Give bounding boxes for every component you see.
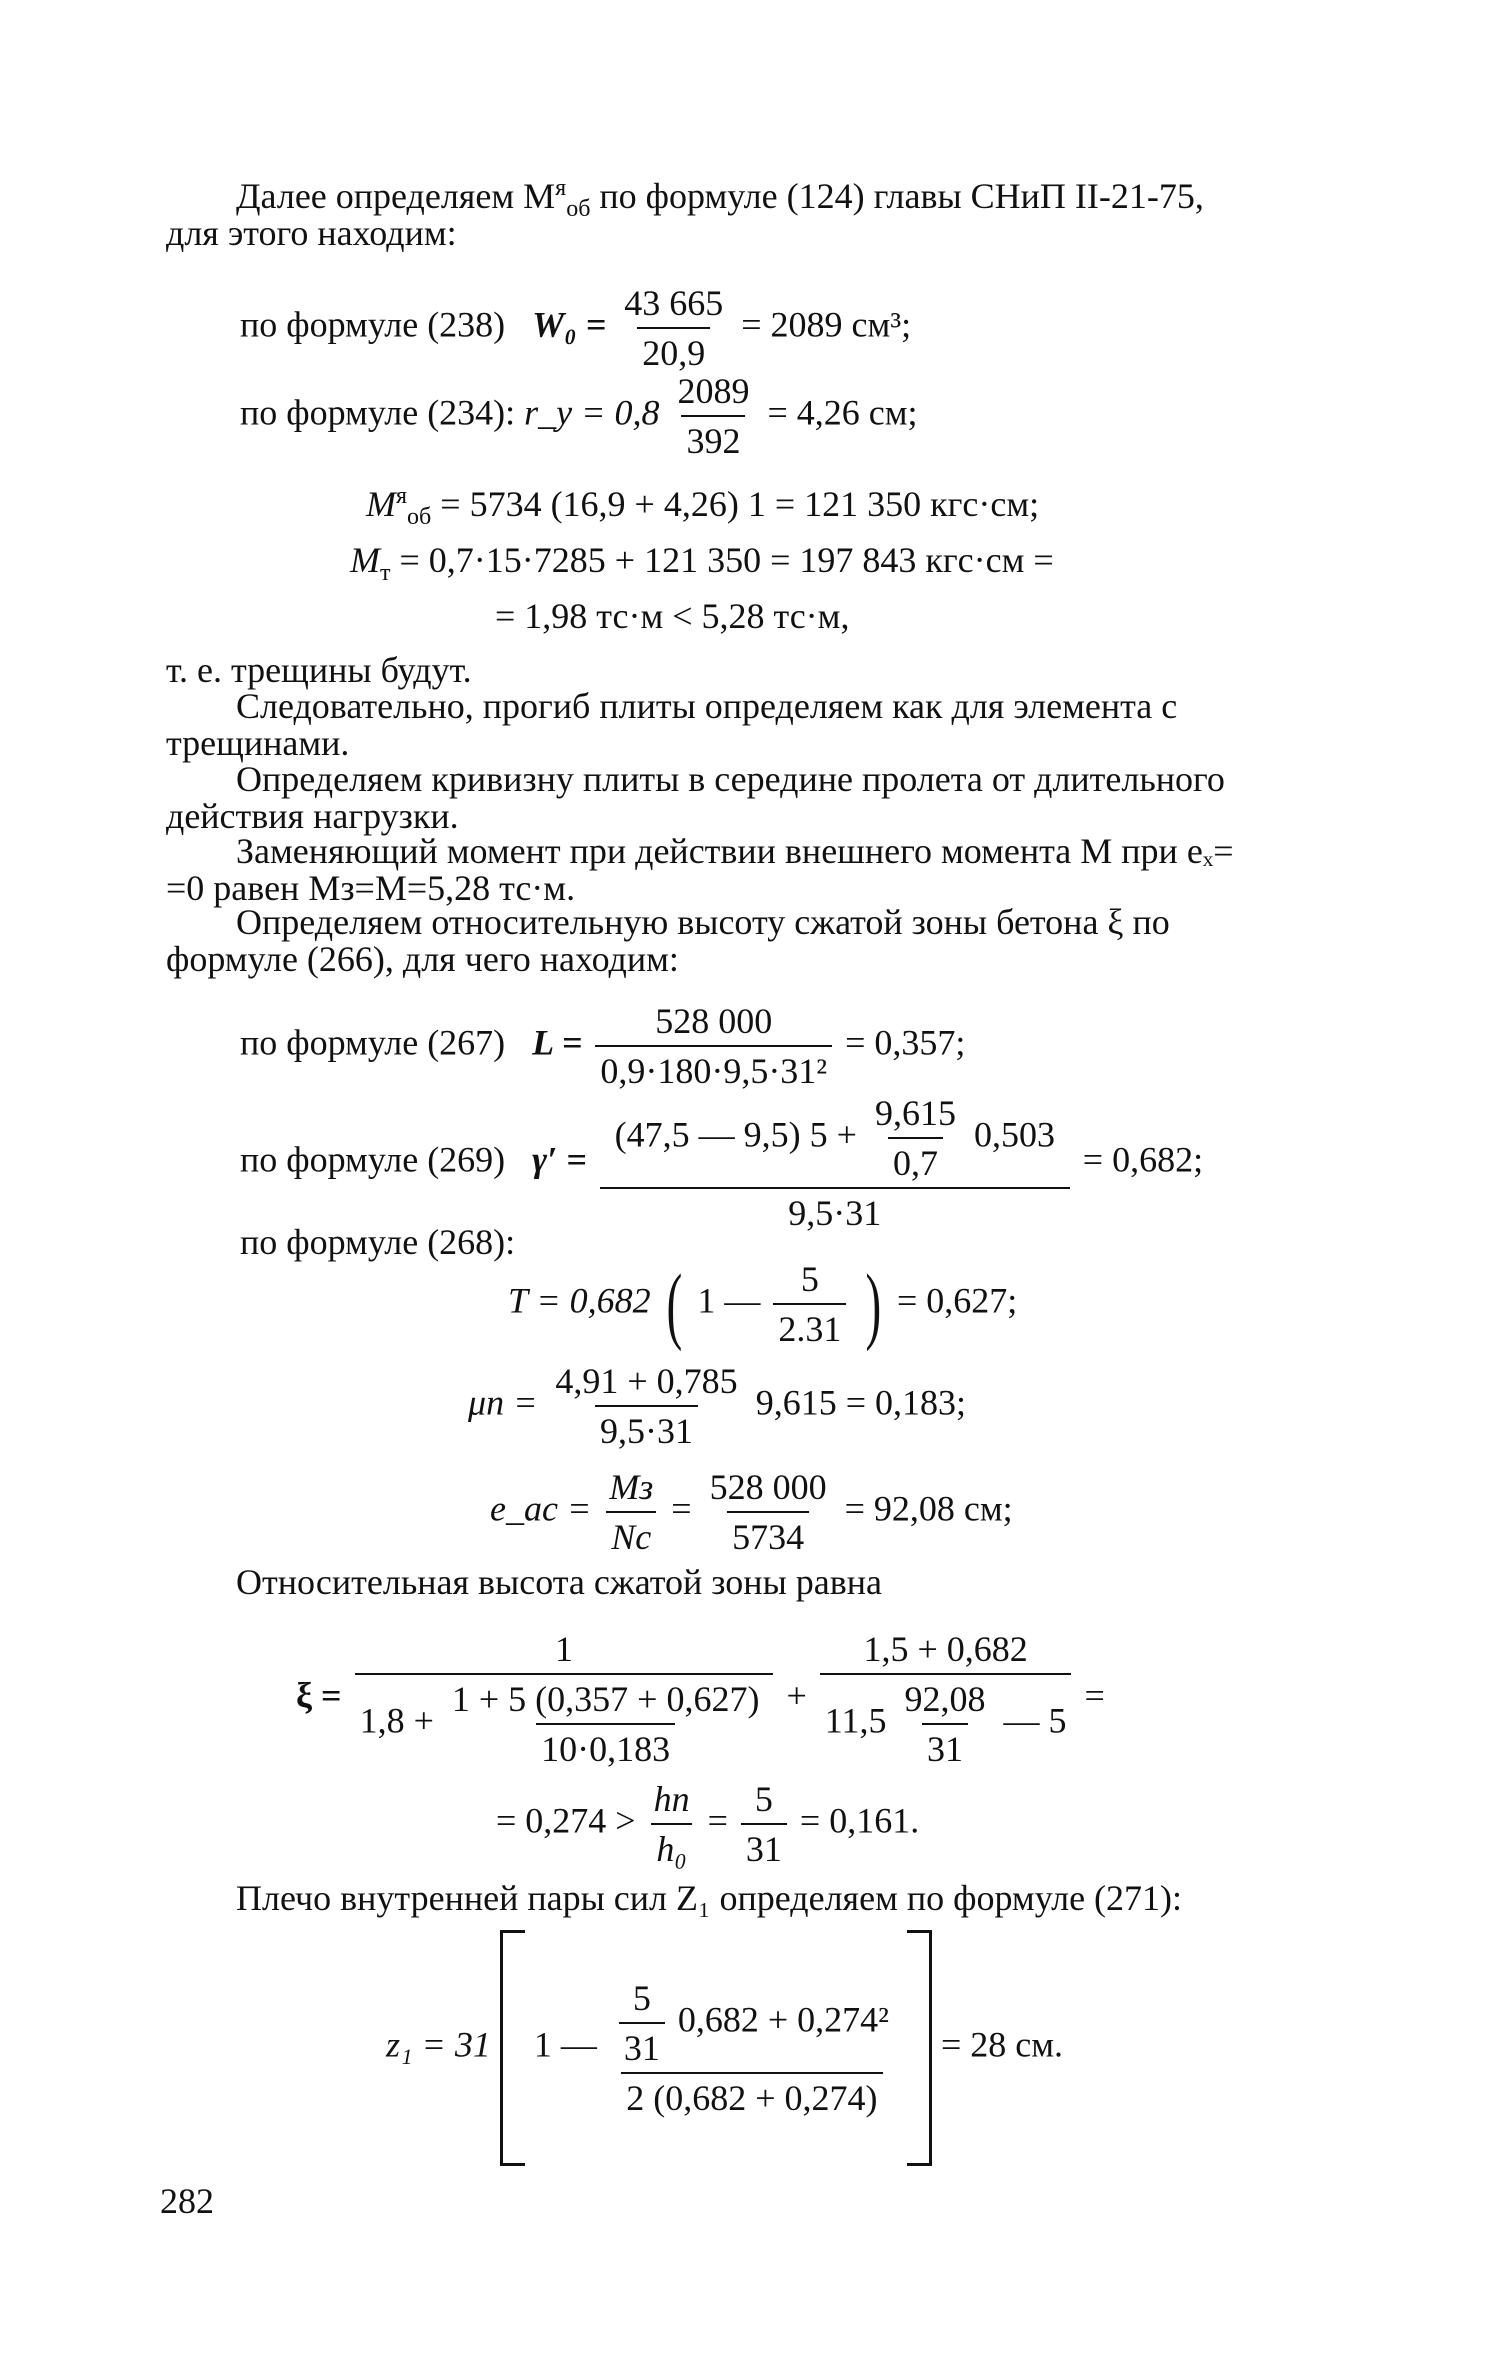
formula-268 xyxy=(508,1258,1017,1350)
eac-equals: = xyxy=(671,1488,692,1529)
z1-lhs: z₁ = 31 xyxy=(386,2024,491,2065)
p6-text: Относительная высота сжатой зоны равна xyxy=(236,1562,882,1602)
xi-f1-den-a: 1,8 + xyxy=(359,1700,434,1741)
f269-rhs: = 0,682; xyxy=(1082,1139,1204,1180)
mob-sup: я xyxy=(396,483,408,509)
mun-rhs: 9,615 = 0,183; xyxy=(755,1382,966,1423)
z1-inner-denominator: 31 xyxy=(619,2022,665,2069)
f269-lhs: γ′ = xyxy=(532,1139,587,1180)
p7-text: Плечо внутренней пары сил Z₁ определяем по формуле (271): xyxy=(236,1878,1183,1918)
mt-lhs: M xyxy=(350,540,380,580)
f269-numerator xyxy=(610,1092,1060,1187)
paragraph-relative-zone xyxy=(166,1564,1332,1601)
f267-rhs: = 0,357; xyxy=(845,1022,966,1063)
formula-m-t-cont: = 1,98 тс·м < 5,28 тс·м, xyxy=(495,596,850,636)
p3-line2: действия нагрузки. xyxy=(166,796,459,836)
z1-close-bracket xyxy=(907,1930,932,2166)
intro-paragraph xyxy=(166,175,1332,253)
z1-rhs: = 28 см. xyxy=(940,2024,1063,2065)
paragraph-deflection xyxy=(166,688,1332,762)
f238-rhs: = 2089 см³; xyxy=(741,304,912,345)
f234-lhs: r_y = 0,8 xyxy=(524,392,660,433)
xi-f1-den-numerator: 1 + 5 (0,357 + 0,627) xyxy=(451,1679,760,1719)
p4-line2: =0 равен Mз=M=5,28 тс·м. xyxy=(166,868,576,908)
xi-f1-denominator xyxy=(355,1673,774,1770)
intro-m-sup: я xyxy=(555,175,567,201)
intro-m-sub: об xyxy=(566,196,591,223)
f269-denominator: 9,5·31 xyxy=(600,1187,1070,1234)
f268-lhs: T = 0,682 xyxy=(508,1280,651,1321)
paragraph-relative-height xyxy=(166,904,1332,978)
formula-z1 xyxy=(386,1930,1063,2166)
xi-h-numerator: hп xyxy=(653,1779,690,1819)
xi-f1-den-denominator: 10·0,183 xyxy=(536,1723,675,1770)
f267-lhs: L = xyxy=(532,1022,583,1063)
p5-line2: формуле (266), для чего находим: xyxy=(166,939,679,979)
intro-text-b: по формуле (124) главы СНиП II-21-75, xyxy=(599,176,1204,216)
f268-numerator: 5 xyxy=(800,1259,819,1299)
intro-line2: для этого находим: xyxy=(166,213,457,253)
mob-rhs: = 5734 (16,9 + 4,26) 1 = 121 350 кгс·см; xyxy=(440,484,1040,524)
f268-close-paren: ) xyxy=(865,1256,882,1352)
xi-f2-numerator: 1,5 + 0,682 xyxy=(863,1629,1028,1669)
z1-open-bracket xyxy=(500,1930,525,2166)
f269-label: по формуле (269) xyxy=(240,1139,506,1180)
f268-denominator: 2.31 xyxy=(773,1303,846,1350)
f234-label: по формуле (234): xyxy=(240,392,516,433)
f268-rhs: = 0,627; xyxy=(896,1280,1018,1321)
f267-denominator: 0,9·180·9,5·31² xyxy=(595,1045,832,1092)
paragraph-lever-arm xyxy=(166,1880,1332,1917)
mob-sub: об xyxy=(407,504,432,531)
mun-lhs: μn = xyxy=(468,1382,538,1423)
mt-rhs: = 0,7·15·7285 + 121 350 = 197 843 кгс·см = xyxy=(399,540,1054,580)
page-number: 282 xyxy=(160,2181,214,2221)
intro-text: Далее определяем M xyxy=(236,176,556,216)
eac-denominator-2: 5734 xyxy=(727,1511,809,1558)
f238-numerator: 43 665 xyxy=(624,283,724,323)
mob-lhs: M xyxy=(366,484,396,524)
f269-inner-numerator: 9,615 xyxy=(874,1093,956,1133)
xi-f1-numerator: 1 xyxy=(555,1629,574,1669)
formula-m-t xyxy=(350,540,1054,587)
xi-r-numerator: 5 xyxy=(754,1779,773,1819)
xi-h-denominator: h₀ xyxy=(651,1823,692,1870)
p2-line1: Следовательно, прогиб плиты определяем как для элемента с xyxy=(236,686,1178,726)
p4-line1: Заменяющий момент при действии внешнего момента M при eₓ= xyxy=(236,831,1234,871)
paragraph-curvature xyxy=(166,761,1332,835)
f238-denominator: 20,9 xyxy=(637,327,710,374)
z1-denominator: 2 (0,682 + 0,274) xyxy=(621,2072,882,2119)
xi-lhs: ξ = xyxy=(296,1675,342,1716)
p5-line1: Определяем относительную высоту сжатой зоны бетона ξ по xyxy=(236,902,1170,942)
z1-num-b: 0,682 + 0,274² xyxy=(677,1999,889,2040)
mt-sub: т xyxy=(380,560,391,587)
eac-lhs: e_ac = xyxy=(490,1488,592,1529)
eac-denominator-1: Nc xyxy=(606,1511,656,1558)
f267-numerator: 528 000 xyxy=(655,1001,773,1041)
formula-m-ob xyxy=(366,483,1040,531)
xi-line2-a: = 0,274 > xyxy=(496,1800,636,1841)
xi-f2-denominator xyxy=(820,1673,1072,1770)
f267-label: по формуле (267) xyxy=(240,1022,506,1063)
z1-numerator xyxy=(610,1977,894,2072)
f269-num-a: (47,5 — 9,5) 5 + xyxy=(614,1114,857,1155)
paragraph-cracks xyxy=(166,652,1332,689)
eac-rhs: = 92,08 см; xyxy=(844,1488,1013,1529)
formula-mu-n xyxy=(468,1360,966,1452)
xi-equals: = xyxy=(1084,1675,1105,1716)
paragraph-moment xyxy=(166,833,1332,907)
formula-xi xyxy=(296,1628,1105,1770)
formula-269 xyxy=(240,1092,1203,1234)
xi-f2-den-a: 11,5 xyxy=(824,1700,887,1741)
f269-inner-denominator: 0,7 xyxy=(888,1137,943,1184)
p3-line1: Определяем кривизну плиты в середине пролета от длительного xyxy=(236,759,1225,799)
f234-rhs: = 4,26 см; xyxy=(767,392,918,433)
xi-r-denominator: 31 xyxy=(741,1823,787,1870)
xi-f2-den-numerator: 92,08 xyxy=(904,1679,986,1719)
mun-numerator: 4,91 + 0,785 xyxy=(555,1361,738,1401)
f269-num-b: 0,503 xyxy=(973,1114,1055,1155)
p2-line2: трещинами. xyxy=(166,723,350,763)
mun-denominator: 9,5·31 xyxy=(595,1405,698,1452)
xi-f2-den-denominator: 31 xyxy=(922,1723,968,1770)
formula-268-label: по формуле (268): xyxy=(240,1222,516,1262)
formula-e-ac xyxy=(490,1466,1013,1558)
f234-denominator: 392 xyxy=(681,415,745,462)
f238-lhs: W₀ = xyxy=(532,304,607,345)
xi-f2-den-b: — 5 xyxy=(1003,1700,1067,1741)
f234-numerator: 2089 xyxy=(677,371,750,411)
xi-line2-equals: = xyxy=(707,1800,728,1841)
formula-xi-cont xyxy=(496,1778,919,1870)
formula-234 xyxy=(240,370,918,462)
xi-plus: + xyxy=(786,1675,807,1716)
f238-label: по формуле (238) xyxy=(240,304,506,345)
p1-text: т. е. трещины будут. xyxy=(166,650,472,690)
xi-line2-b: = 0,161. xyxy=(799,1800,920,1841)
z1-a: 1 — xyxy=(533,2024,597,2065)
f268-open-paren: ( xyxy=(666,1256,682,1352)
formula-238 xyxy=(240,282,911,374)
eac-numerator-1: Mз xyxy=(609,1467,654,1507)
eac-numerator-2: 528 000 xyxy=(709,1467,827,1507)
f268-inner-a: 1 — xyxy=(697,1280,761,1321)
formula-267 xyxy=(240,1000,965,1092)
z1-inner-numerator: 5 xyxy=(632,1978,651,2018)
